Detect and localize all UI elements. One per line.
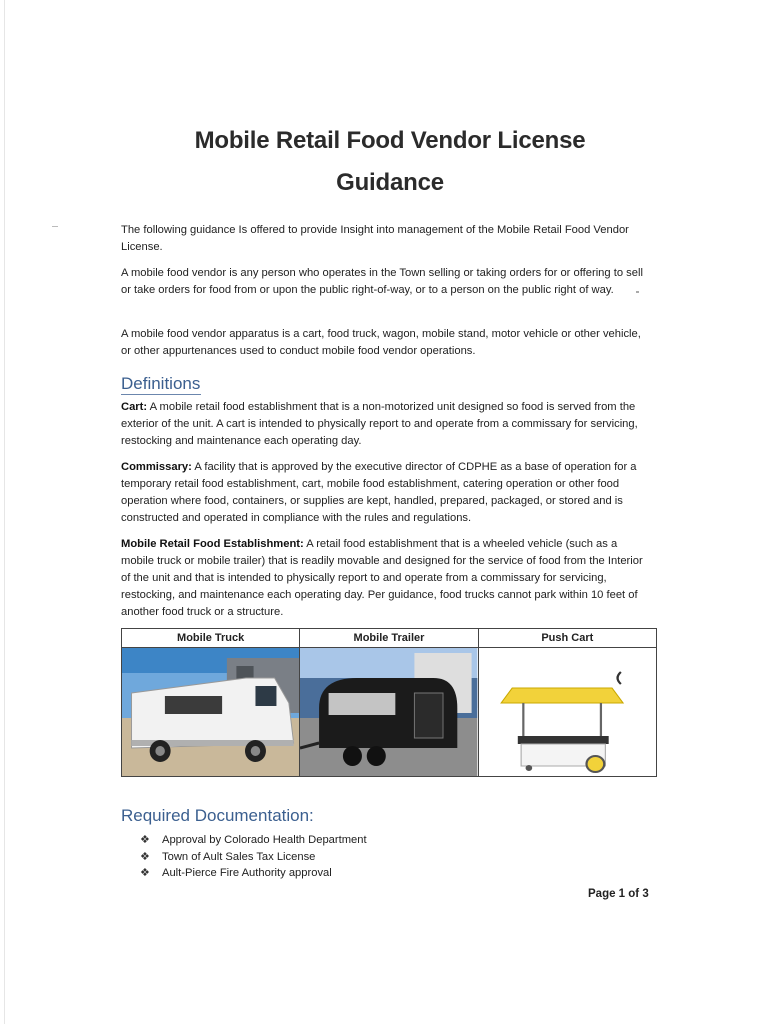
list-item-text: Town of Ault Sales Tax License	[162, 850, 316, 863]
definition-mobile-establishment	[121, 536, 651, 621]
definitions-heading: Definitions	[121, 374, 201, 393]
apparatus-definition-paragraph: A mobile food vendor apparatus is a cart, food truck, wagon, mobile stand, motor vehicle or other vehicle, or other appurtenances used to conduct mobile food vendor operations.	[121, 328, 641, 357]
mobile-trailer-image	[300, 648, 477, 776]
page-number: Page 1 of 3	[588, 888, 649, 900]
mobile-truck-image	[122, 648, 299, 776]
column-header: Mobile Trailer	[300, 629, 478, 648]
column-header: Push Cart	[478, 629, 656, 648]
table-cell	[300, 648, 478, 777]
push-cart-image	[479, 648, 656, 776]
title-line: Mobile Retail Food Vendor License	[194, 127, 586, 154]
page-edge	[4, 0, 5, 1024]
definition-text: A mobile retail food establishment that is a non-motorized unit designed so food is served from the exterior of the unit. A cart is intended to physically report to and operate from a commissary for servicing, restocking and maintenance each operating day.	[121, 401, 638, 447]
table-cell	[122, 648, 300, 777]
table-cell	[478, 648, 656, 777]
scan-mark	[52, 226, 58, 227]
list-item-text: Ault-Pierce Fire Authority approval	[162, 867, 332, 879]
definition-text: A facility that is approved by the executive director of CDPHE as a base of operation for a temporary retail food establishment, cart, mobile food establishment, catering operation or other food operation where food, containers, or supplies are kept, handled, prepared, packaged, or stored and is constructed and operated in compliance with the rules and regulations.	[121, 461, 637, 524]
required-docs-list	[140, 832, 367, 882]
diamond-bullet-icon: ❖	[140, 834, 150, 846]
list-item-text: Approval by Colorado Health Department	[162, 834, 367, 846]
diamond-bullet-icon: ❖	[140, 867, 150, 879]
heading-underline	[121, 394, 201, 395]
definition-text: A retail food establishment that is a wheeled vehicle (such as a mobile truck or mobile trailer) that is readily movable and designed for the service of food from the Interior of the unit and that is intended to physically report to and operate from a commissary for servicing, restocking, and maintenance each operating day. Per guidance, food trucks cannot park within 10 feet of another food truck or a structure.	[121, 538, 643, 618]
list-item	[140, 832, 367, 849]
definition-term: Commissary:	[121, 461, 192, 473]
vehicle-types-table	[121, 628, 657, 777]
list-item	[140, 865, 367, 882]
definition-term: Cart:	[121, 401, 148, 413]
intro-paragraph: The following guidance Is offered to provide Insight into management of the Mobile Retail Food Vendor License.	[121, 224, 629, 253]
vendor-definition-paragraph: A mobile food vendor is any person who operates in the Town selling or taking orders for or offering to sell or take orders for food from or upon the public right-of-way, or to a person on the public right of way.	[121, 267, 643, 296]
diamond-bullet-icon: ❖	[140, 850, 150, 863]
definition-term: Mobile Retail Food Establishment:	[121, 538, 304, 550]
title-line: Guidance	[336, 169, 444, 196]
definition-commissary	[121, 459, 651, 527]
list-item	[140, 849, 367, 866]
column-header: Mobile Truck	[122, 629, 300, 648]
required-docs-heading: Required Documentation:	[121, 806, 314, 825]
page-title	[120, 120, 660, 204]
definition-cart	[121, 399, 651, 450]
